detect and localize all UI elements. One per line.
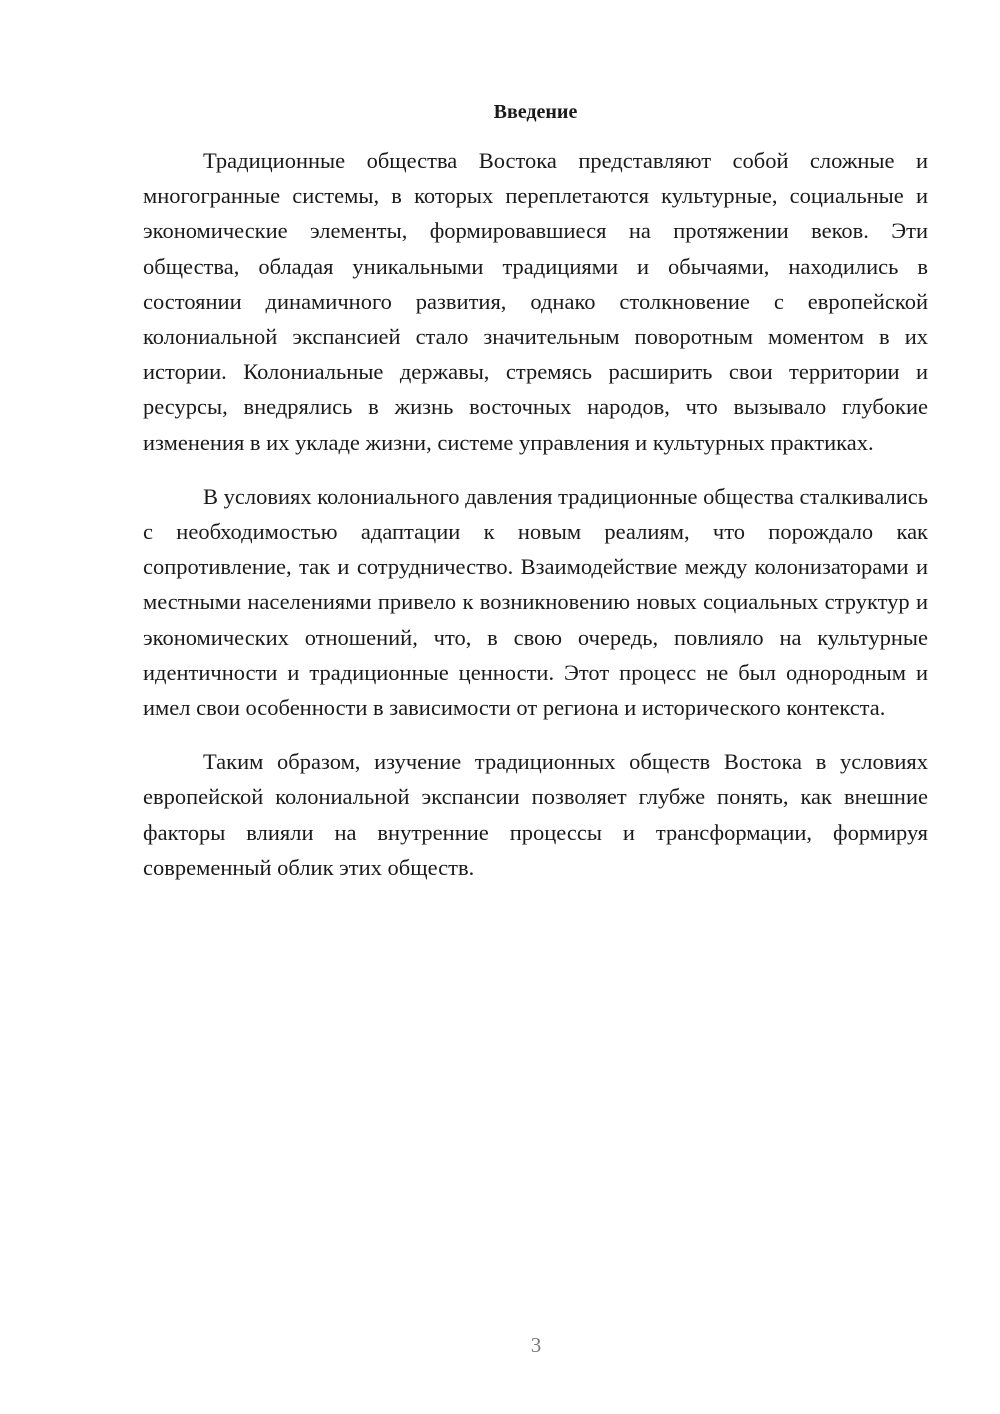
paragraph-1: Традиционные общества Востока представляют собой сложные и многогранные системы, в которых переплетаются культурные, социальные и экономические элементы, формировавшиеся на протяжении веков. Эти общества, обладая уникальными традициями и обычаями, находились в состоянии динамичного развития, однако столкновение с европейской колониальной экспансией стало значительным поворотным моментом в их истории. Колониальные державы, стремясь расширить свои территории и ресурсы, внедрялись в жизнь восточных народов, что вызывало глубокие изменения в их укладе жизни, системе управления и культурных практиках. [143, 148, 928, 455]
paragraph-3: Таким образом, изучение традиционных обществ Востока в условиях европейской колониальной экспансии позволяет глубже понять, как внешние факторы влияли на внутренние процессы и трансформации, формируя современный облик этих обществ. [143, 749, 928, 880]
paragraph-2: В условиях колониального давления традиционные общества сталкивались с необходимостью адаптации к новым реалиям, что порождало как сопротивление, так и сотрудничество. Взаимодействие между колонизаторами и местными населениями привело к возникновению новых социальных структур и экономических отношений, что, в свою очередь, повлияло на культурные идентичности и традиционные ценности. Этот процесс не был однородным и имел свои особенности в зависимости от региона и исторического контекста. [143, 483, 928, 721]
page-number: 3 [530, 1333, 542, 1357]
page-title: Введение [493, 101, 578, 123]
document-body [143, 143, 928, 904]
